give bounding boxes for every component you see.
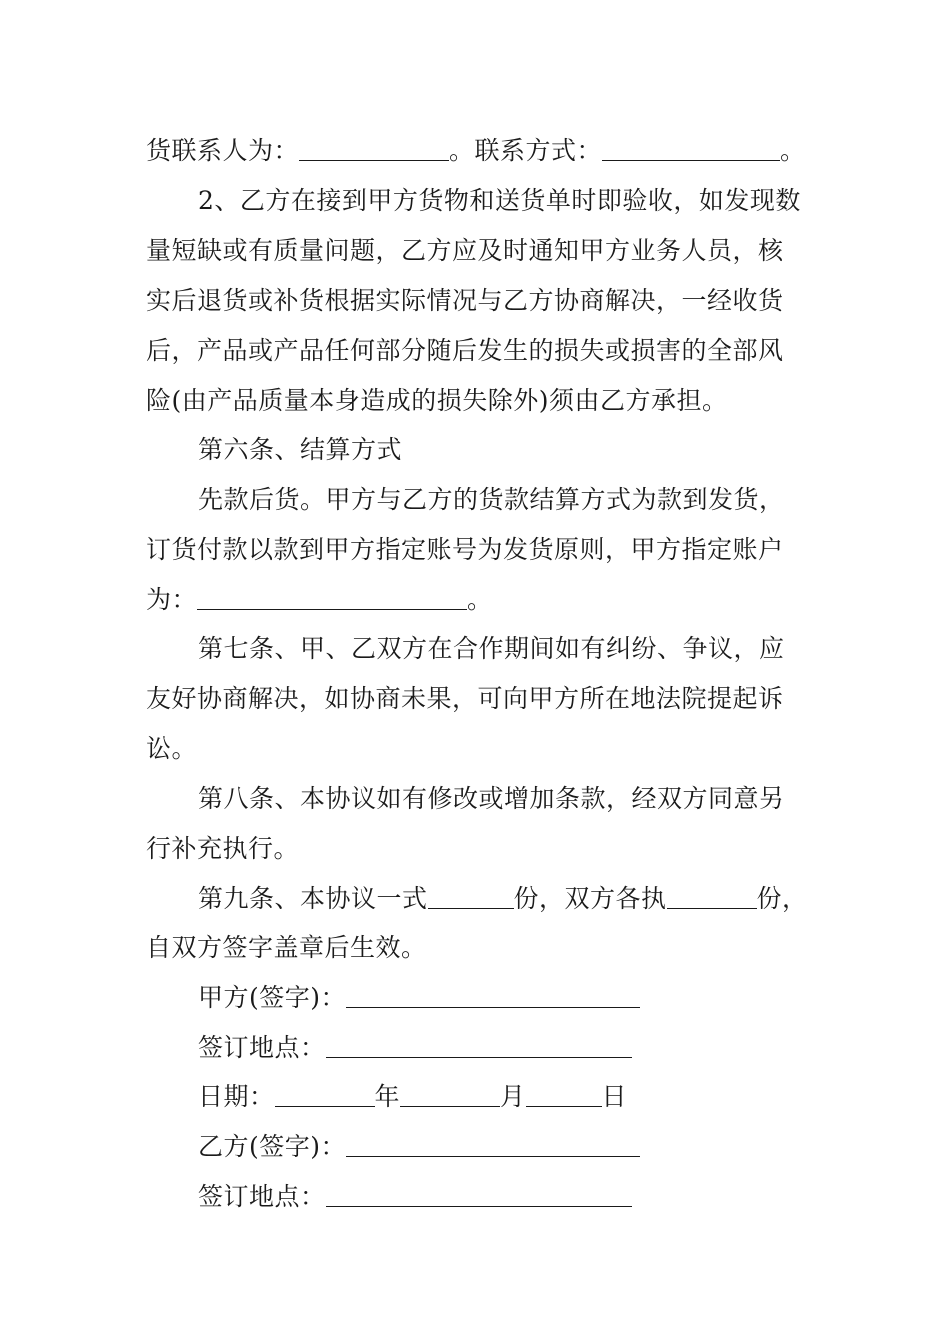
- party-a-signature-blank: [346, 985, 640, 1008]
- year-blank: [275, 1084, 375, 1107]
- paragraph-line: 订货付款以款到甲方指定账号为发货原则，甲方指定账户: [146, 535, 784, 564]
- day-blank: [526, 1084, 602, 1107]
- paragraph-line: 险(由产品质量本身造成的损失除外)须由乙方承担。: [146, 386, 728, 415]
- article-6-title: 第六条、结算方式: [198, 435, 403, 464]
- day-label: 日: [601, 1082, 628, 1111]
- copies-total-blank: [428, 886, 514, 909]
- month-blank: [400, 1084, 500, 1107]
- contact-method-blank: [602, 138, 780, 161]
- contact-person-blank: [299, 138, 449, 161]
- paragraph-line: 第七条、甲、乙双方在合作期间如有纠纷、争议，应: [198, 634, 785, 663]
- paragraph-line: 自双方签字盖章后生效。: [146, 933, 427, 962]
- contact-line: [146, 134, 806, 168]
- date-label: 日期：: [198, 1082, 275, 1111]
- party-a-place-line: [198, 1031, 632, 1065]
- place-label: 签订地点：: [198, 1033, 326, 1062]
- account-label: 为：: [146, 585, 198, 614]
- date-line: [198, 1080, 627, 1114]
- party-b-label: 乙方(签字)：: [198, 1132, 347, 1161]
- copies-suffix: 份，: [756, 884, 808, 913]
- copies-line: [198, 882, 808, 916]
- place-label: 签订地点：: [198, 1182, 326, 1211]
- paragraph-line: 2、乙方在接到甲方货物和送货单时即验收，如发现数: [198, 186, 801, 215]
- paragraph-line: 第八条、本协议如有修改或增加条款，经双方同意另: [198, 784, 785, 813]
- account-blank: [197, 587, 467, 610]
- year-label: 年: [374, 1082, 401, 1111]
- party-a-signature-line: [198, 981, 640, 1015]
- paragraph-line: 讼。: [146, 734, 198, 763]
- month-label: 月: [500, 1082, 526, 1111]
- party-b-place-line: [198, 1180, 632, 1214]
- copies-each-label: 份，双方各执: [513, 884, 667, 913]
- account-line: [146, 583, 493, 617]
- party-b-signature-blank: [346, 1134, 640, 1157]
- contact-method-label: 。联系方式：: [449, 136, 603, 165]
- party-a-place-blank: [326, 1035, 632, 1058]
- period: 。: [467, 585, 493, 614]
- paragraph-line: 先款后货。甲方与乙方的货款结算方式为款到发货，: [198, 485, 785, 514]
- party-a-label: 甲方(签字)：: [198, 983, 347, 1012]
- party-b-place-blank: [326, 1184, 632, 1207]
- contact-person-label: 货联系人为：: [146, 136, 300, 165]
- period: 。: [780, 136, 806, 165]
- copies-each-blank: [667, 886, 757, 909]
- paragraph-line: 友好协商解决，如协商未果，可向甲方所在地法院提起诉: [146, 684, 784, 713]
- paragraph-line: 后，产品或产品任何部分随后发生的损失或损害的全部风: [146, 336, 784, 365]
- paragraph-line: 实后退货或补货根据实际情况与乙方协商解决，一经收货: [146, 286, 784, 315]
- paragraph-line: 行补充执行。: [146, 834, 300, 863]
- party-b-signature-line: [198, 1130, 640, 1164]
- copies-label: 第九条、本协议一式: [198, 884, 428, 913]
- paragraph-line: 量短缺或有质量问题，乙方应及时通知甲方业务人员，核: [146, 236, 784, 265]
